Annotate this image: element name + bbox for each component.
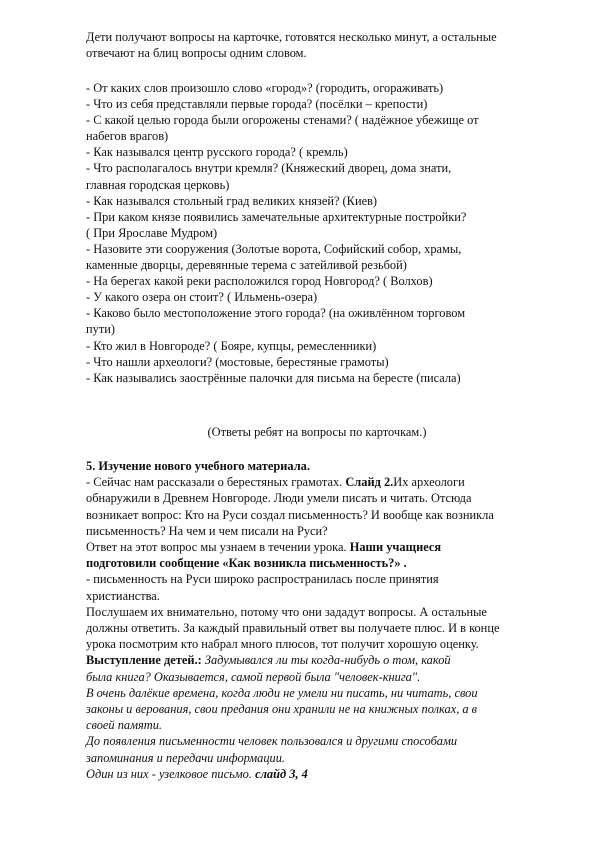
section-line: обнаружили в Древнем Новгороде. Люди умели писать и читать. Отсюда [86,491,472,506]
speech-line: своей памяти. [86,718,163,733]
intro-paragraph [86,29,548,61]
section-line: урока посмотрим кто набрал много плюсов, тот получит хорошую оценку. [86,637,479,652]
section-line: письменность? На чем и чем писали на Руси? [86,523,328,538]
qa-line: - С какой целью города были огорожены стенами? ( надёжное убежище от [86,113,479,128]
qa-line: пути) [86,322,115,337]
speech-line: запоминания и передачи информации. [86,750,286,765]
intro-line: Дети получают вопросы на карточке, готовятся несколько минут, а остальные [86,30,497,44]
speech-line: До появления письменности человек пользовался и другими способами [86,734,458,749]
qa-line: набегов врагов) [86,129,169,144]
qa-line: - Что из себя представляли первые города? (посёлки – крепости) [86,97,428,112]
qa-line: - На берегах какой реки расположился город Новгород? ( Волхов) [86,274,433,289]
speech-line [86,766,548,782]
section-line: христианства. [86,588,160,603]
section-text: Их археологи [393,475,465,490]
section-line: возникает вопрос: Кто на Руси создал письменность? И вообще как возникла [86,507,494,522]
section-line: подготовили сообщение «Как возникла письменность?» . [86,556,407,571]
slide-reference: Слайд 2. [345,475,394,490]
qa-line: главная городская церковь) [86,177,230,192]
section-line: - письменность на Руси широко распространилась после принятия [86,572,439,587]
section-text: Ответ на этот вопрос мы узнаем в течении урока. [86,540,350,555]
speech-text: Один из них - узелковое письмо. [86,766,256,781]
qa-line: - У какого озера он стоит? ( Ильмень-озера) [86,290,318,305]
section-line [86,539,548,555]
speech-label: Выступление детей.: [86,653,205,668]
speech-line: была книга? Оказывается, самой первой была "человек-книга". [86,669,421,684]
question-answer-list [86,80,548,386]
qa-line: каменные дворцы, деревянные терема с затейливой резьбой) [86,258,407,273]
section-line: должны ответить. За каждый правильный ответ вы получаете плюс. И в конце [86,621,500,636]
qa-line: - Кто жил в Новгороде? ( Бояре, купцы, ремесленники) [86,338,377,353]
section-text: - Сейчас нам рассказали о берестяных грамотах. [86,475,346,490]
slide-reference: слайд 3, 4 [255,766,308,781]
qa-line: - Что нашли археологи? (мостовые, берестяные грамоты) [86,354,389,369]
section-line [86,652,548,668]
qa-line: - Как назывался стольный град великих князей? (Киев) [86,193,378,208]
qa-line: - Каково было местоположение этого города? (на оживлённом торговом [86,306,466,321]
section-bold-text: Наши учащиеся [349,540,442,555]
lesson-section [86,458,548,782]
section-heading: 5. Изучение нового учебного материала. [86,459,310,473]
qa-line: - От каких слов произошло слово «город»? (городить, огораживать) [86,81,444,95]
speech-line: В очень далёкие времена, когда люди не умели ни писать, ни читать, свои [86,685,478,700]
qa-line: ( При Ярославе Мудром) [86,225,218,240]
qa-line: - При каком князе появились замечательные архитектурные постройки? [86,209,467,224]
qa-line: - Назовите эти сооружения (Золотые ворота, Софийский собор, храмы, [86,241,462,256]
answers-note: (Ответы ребят на вопросы по карточкам.) [207,425,427,439]
section-line: Послушаем их внимательно, потому что они зададут вопросы. А остальные [86,604,487,619]
section-line [86,474,548,490]
speech-line: законы и верования, свои предания они хранили не на книжных полках, а в [86,702,478,717]
qa-line: - Как назывались заострённые палочки для письма на бересте (писала) [86,370,461,385]
qa-line: - Как назывался центр русского города? ( кремль) [86,145,348,160]
speech-text: Задумывался ли ты когда-нибудь о том, какой [204,653,451,668]
intro-line: отвечают на блиц вопросы одним словом. [86,46,307,61]
qa-line: - Что располагалось внутри кремля? (Княжеский дворец, дома знати, [86,161,452,176]
